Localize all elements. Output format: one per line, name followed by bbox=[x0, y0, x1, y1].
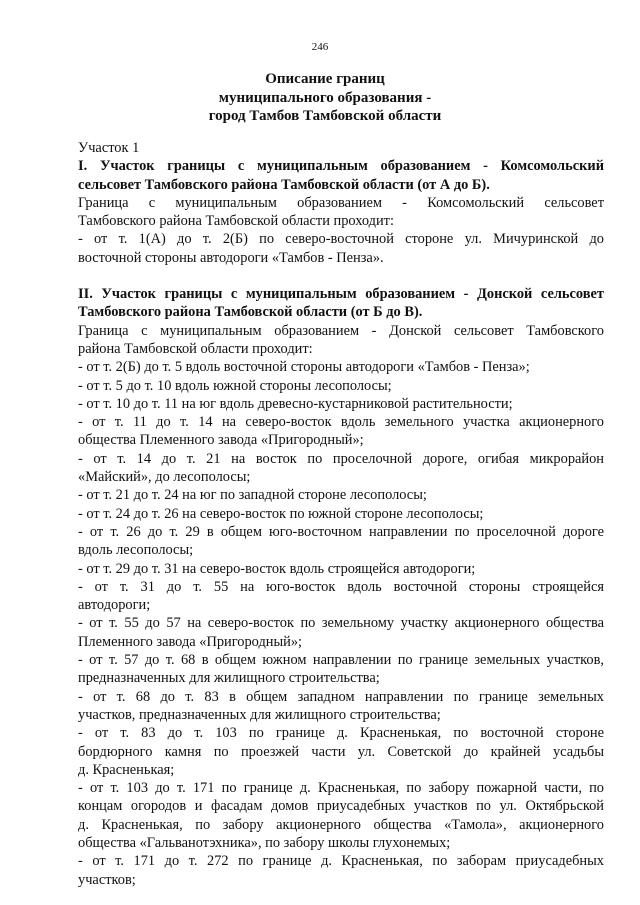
title-line-2: муниципального образования - bbox=[218, 89, 432, 106]
body-text-line: участков; bbox=[78, 871, 136, 888]
body-text-line: предназначенных для жилищного строительства; bbox=[78, 670, 380, 687]
body-text-line: концам огородов и фасадам домов приусадебных участков по ул. Октябрьской bbox=[78, 798, 604, 815]
body-text-line: - от т. 5 до т. 10 вдоль южной стороны лесополосы; bbox=[78, 377, 392, 394]
body-text-line: бордюрного камня по проезжей части ул. Советской до крайней усадьбы bbox=[78, 743, 604, 760]
section-heading-line: II. Участок границы с муниципальным образованием - Донской сельсовет bbox=[78, 286, 604, 303]
body-text-line: - от т. 103 до т. 171 по границе д. Красненькая, по забору пожарной части, по bbox=[78, 780, 604, 797]
body-text-line: Граница с муниципальным образованием - Комсомольский сельсовет bbox=[78, 194, 604, 211]
body-text-line: восточной стороны автодороги «Тамбов - Пенза». bbox=[78, 249, 384, 266]
title-line-3: город Тамбов Тамбовской области bbox=[208, 108, 442, 124]
section-heading-line: I. Участок границы с муниципальным образованием - Комсомольский bbox=[78, 158, 604, 175]
body-text-line: автодороги; bbox=[78, 597, 151, 614]
body-text-line: - от т. 83 до т. 103 по границе д. Красненькая, по восточной стороне bbox=[78, 725, 604, 742]
body-text-line: - от т. 171 до т. 272 по границе д. Красненькая, по заборам приусадебных bbox=[78, 853, 604, 870]
body-text-line: района Тамбовской области проходит: bbox=[78, 340, 313, 357]
document-body bbox=[78, 139, 604, 889]
body-text-line: Тамбовского района Тамбовской области проходит: bbox=[78, 213, 394, 230]
body-text-line: - от т. 29 до т. 31 на северо-восток вдоль строящейся автодороги; bbox=[78, 560, 476, 577]
body-text-line: общества Племенного завода «Пригородный»; bbox=[78, 432, 364, 449]
body-text-line: - от т. 10 до т. 11 на юг вдоль древесно-кустарниковой растительности; bbox=[78, 395, 513, 412]
body-text-line: - от т. 24 до т. 26 на северо-восток по южной стороне лесополосы; bbox=[78, 505, 484, 522]
body-text-line: общества «Гальванотэхника», по забору школы глухонемых; bbox=[78, 834, 451, 851]
body-text-line: - от т. 68 до т. 83 в общем западном направлении по границе земельных bbox=[78, 688, 604, 705]
page-number: 246 bbox=[311, 41, 329, 53]
section-heading-line: Тамбовского района Тамбовской области (от Б до В). bbox=[78, 304, 423, 321]
body-text-line: Участок 1 bbox=[78, 140, 140, 156]
body-text-line: - от т. 2(Б) до т. 5 вдоль восточной стороны автодороги «Тамбов - Пенза»; bbox=[78, 359, 530, 376]
body-text-line: - от т. 31 до т. 55 на юго-восток вдоль восточной стороны строящейся bbox=[78, 578, 604, 595]
body-text-line: - от т. 57 до т. 68 в общем южном направлении по границе земельных участков, bbox=[78, 652, 604, 669]
body-text-line: - от т. 26 до т. 29 в общем юго-восточном направлении по проселочной дороге bbox=[78, 523, 604, 540]
body-text-line: д. Красненькая; bbox=[78, 761, 175, 778]
body-text-line: - от т. 11 до т. 14 на северо-восток вдоль земельного участка акционерного bbox=[78, 414, 604, 431]
body-text-line: участков, предназначенных для жилищного строительства; bbox=[78, 706, 441, 723]
body-text-line: Племенного завода «Пригородный»; bbox=[78, 633, 303, 650]
body-text-line: - от т. 1(А) до т. 2(Б) по северо-восточной стороне ул. Мичуринской до bbox=[78, 231, 604, 248]
section-heading-line: сельсовет Тамбовского района Тамбовской области (от А до Б). bbox=[78, 176, 490, 193]
document-title bbox=[60, 70, 590, 126]
body-text-line: д. Красненькая, по забору акционерного общества «Тамола», акционерного bbox=[78, 816, 604, 833]
body-text-line: вдоль лесополосы; bbox=[78, 542, 194, 559]
body-text-line: - от т. 55 до 57 на северо-восток по земельному участку акционерного общества bbox=[78, 615, 604, 632]
body-text-line: - от т. 21 до т. 24 на юг по западной стороне лесополосы; bbox=[78, 487, 427, 504]
body-text-line: - от т. 14 до т. 21 на восток по проселочной дороге, огибая микрорайон bbox=[78, 450, 604, 467]
title-line-1: Описание границ bbox=[265, 71, 385, 87]
paragraph-gap bbox=[78, 267, 604, 285]
body-text-line: «Майский», до лесополосы; bbox=[78, 469, 251, 486]
body-text-line: Граница с муниципальным образованием - Донской сельсовет Тамбовского bbox=[78, 322, 604, 339]
